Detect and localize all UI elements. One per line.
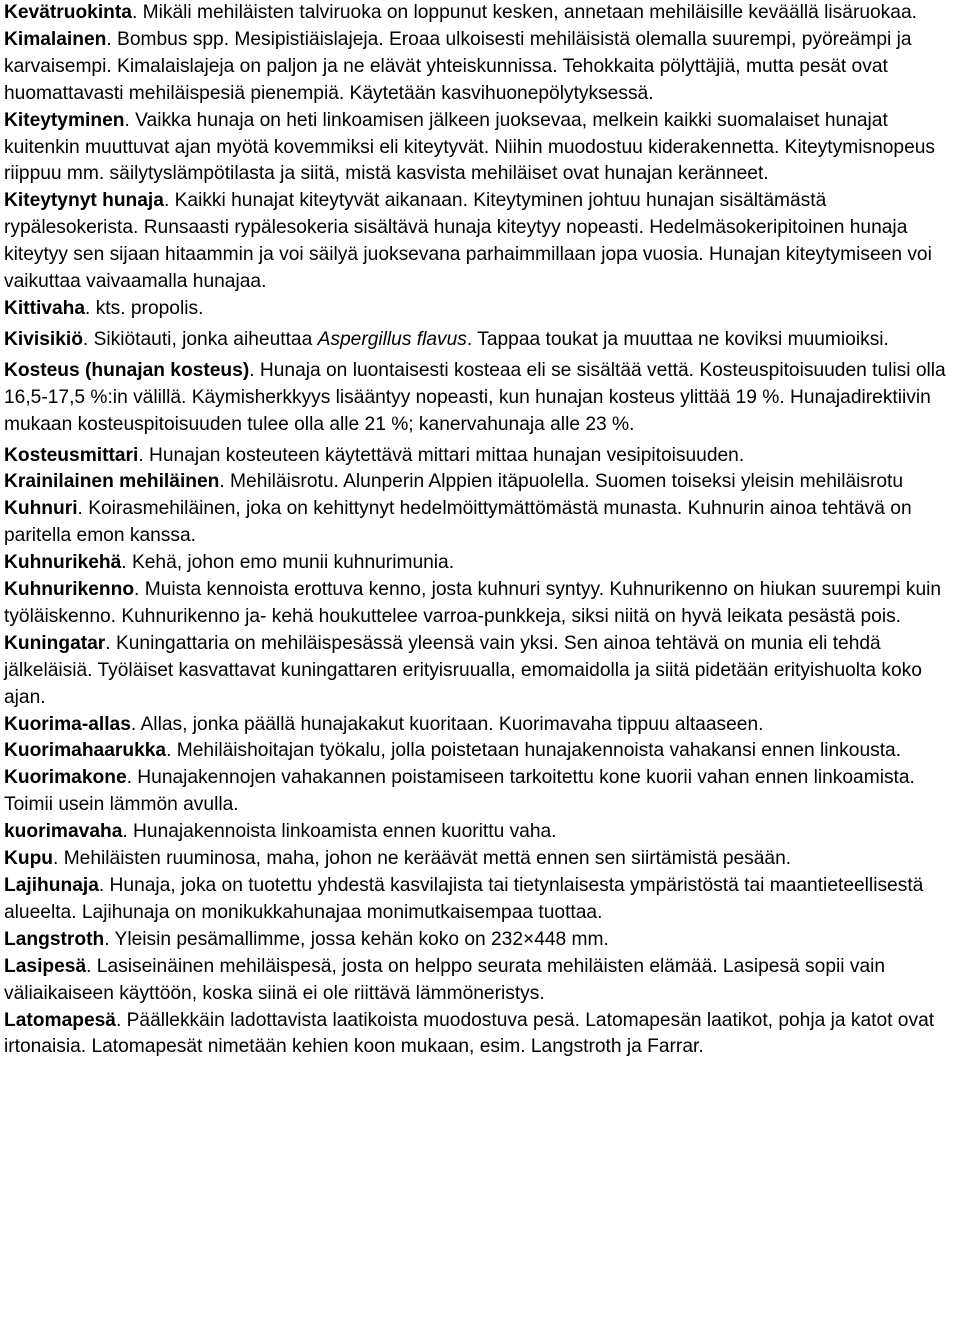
entry-kupu <box>4 846 954 873</box>
entry-kuorimavaha <box>4 819 954 846</box>
entry-term: Kiteytyminen <box>4 109 125 131</box>
entry-description: . kts. propolis. <box>85 297 204 319</box>
entry-latomapesa <box>4 1008 954 1062</box>
entry-term: Kuorimahaarukka <box>4 740 167 762</box>
entry-description: . Hunaja, joka on tuotettu yhdestä kasvilajista tai tietynlaisesta ympäristöstä tai maantieteellisestä alueelta. Lajihunaja on monikukkahunajaa monimutkaisempaa tuottaa. <box>4 875 924 923</box>
entry-term: Kuhnuri <box>4 498 78 520</box>
entry-term: Latomapesä <box>4 1009 116 1031</box>
entry-term: Kuorima-allas <box>4 713 131 735</box>
entry-krainilainen-mehilainen <box>4 469 954 496</box>
entry-description: . Hunajakennojen vahakannen poistamiseen tarkoitettu kone kuorii vahan ennen linkoamista. Toimii usein lämmön avulla. <box>4 767 915 816</box>
entry-term: Kuningatar <box>4 632 106 654</box>
entry-kittivaha <box>4 296 954 323</box>
entry-term: Kittivaha <box>4 297 86 319</box>
entry-description: . Kaikki hunajat kiteytyvät aikanaan. Kiteytyminen johtuu hunajan sisältämästä rypälesokerista. Runsaasti rypälesokeria sisältävä hunaja kiteytyy nopeasti. Hedelmäsokeripitoinen hunaja kiteytyy sen sijaan hitaammin ja voi säilyä juoksevana parhaimmillaan jopa vuosia. Hunajan kiteytymiseen voi vaikuttaa vaivaamalla hunajaa. <box>4 190 932 293</box>
entry-term: kuorimavaha <box>4 821 123 843</box>
entry-term: Lasipesä <box>4 955 87 977</box>
entry-term: Kiteytynyt hunaja <box>4 190 164 212</box>
entry-description: . Koirasmehiläinen, joka on kehittynyt hedelmöittymättömästä munasta. Kuhnurin ainoa tehtävä on paritella emon kanssa. <box>4 498 912 547</box>
entry-lajihunaja <box>4 873 954 927</box>
entry-description-start: . Sikiötauti, jonka aiheuttaa <box>82 328 318 350</box>
entry-description-end: . Tappaa toukat ja muuttaa ne koviksi muumioiksi. <box>466 328 889 350</box>
entry-term: Langstroth <box>4 928 105 950</box>
entry-kimalainen <box>4 27 954 108</box>
entry-description: . Muista kennoista erottuva kenno, josta kuhnuri syntyy. Kuhnurikenno on hiukan suurempi kuin työläiskenno. Kuhnurikenno ja- kehä houkuttelee varroa-punkkeja, siksi niitä on hyvä leikata pesästä pois. <box>4 579 942 627</box>
entry-kuhnurikeha <box>4 550 954 577</box>
entry-description: . Mehiläishoitajan työkalu, jolla poistetaan hunajakennoista vahakansi ennen linkousta. <box>166 740 902 762</box>
entry-description <box>83 329 889 350</box>
entry-lasipesa <box>4 954 954 1008</box>
entry-kevatruokinta <box>4 0 954 27</box>
entry-description: . Mehiläisten ruuminosa, maha, johon ne keräävät mettä ennen sen siirtämistä pesään. <box>53 848 792 870</box>
entry-kuorimakone <box>4 765 954 819</box>
entry-description: . Lasiseinäinen mehiläispesä, josta on helppo seurata mehiläisten elämää. Lasipesä sopii vain väliaikaiseen käyttöön, koska siinä ei ole riittävä lämmöneristys. <box>4 955 886 1004</box>
entry-term: Lajihunaja <box>4 875 99 896</box>
entry-description: . Päällekkäin ladottavista laatikoista muodostuva pesä. Latomapesän laatikot, pohja ja katot ovat irtonaisia. Latomapesät nimetään kehien koon mukaan, esim. Langstroth ja Farrar. <box>4 1009 935 1058</box>
entry-term: Krainilainen mehiläinen <box>4 471 220 493</box>
entry-kuhnurikenno <box>4 577 954 631</box>
entry-description: . Mehiläisrotu. Alunperin Alppien itäpuolella. Suomen toiseksi yleisin mehiläisrotu <box>219 471 904 493</box>
entry-description: . Hunajakennoista linkoamista ennen kuorittu vaha. <box>122 821 557 843</box>
entry-description: . Mikäli mehiläisten talviruoka on loppunut kesken, annetaan mehiläisille keväällä lisäruokaa. <box>131 2 917 23</box>
entry-description: . Kehä, johon emo munii kuhnurimunia. <box>121 552 455 574</box>
entry-description: . Bombus spp. Mesipistiäislajeja. Eroaa ulkoisesti mehiläisistä olemalla suurempi, pyöreämpi ja karvaisempi. Kimalaislajeja on paljon ja ne elävät yhteiskunnissa. Tehokkaita pölyttäjiä, mutta pesät ovat huomattavasti mehiläispesiä pienempiä. Käytetään kasvihuonepölytyksessä. <box>4 28 912 104</box>
entry-term: Kuhnurikehä <box>4 552 122 574</box>
species-name: Aspergillus flavus <box>317 328 467 350</box>
entry-kuhnuri <box>4 496 954 550</box>
entry-term: Kuorimakone <box>4 767 127 789</box>
entry-term: Kevätruokinta <box>4 2 132 23</box>
entry-langstroth <box>4 927 954 954</box>
entry-kuorima-allas <box>4 712 954 739</box>
entry-kiteytynyt-hunaja <box>4 188 954 296</box>
entry-kuorimahaarukka <box>4 738 954 765</box>
entry-description: . Yleisin pesämallimme, jossa kehän koko on 232×448 mm. <box>104 928 609 950</box>
entry-description: . Kuningattaria on mehiläispesässä yleensä vain yksi. Sen ainoa tehtävä on munia eli tehdä jälkeläisiä. Työläiset kasvattavat kuningattaren erityisruualla, emomaidolla ja siitä pidetään erityishuolta koko ajan. <box>4 632 922 708</box>
entry-term: Kosteus (hunajan kosteus) <box>4 359 250 381</box>
entry-term: Kivisikiö <box>4 328 83 350</box>
entry-description: . Allas, jonka päällä hunajakakut kuoritaan. Kuorimavaha tippuu altaaseen. <box>130 713 764 735</box>
entry-term: Kuhnurikenno <box>4 579 135 601</box>
entry-kivisikio <box>4 327 954 354</box>
entry-kosteus <box>4 358 954 439</box>
entry-description: . Hunaja on luontaisesti kosteaa eli se sisältää vettä. Kosteuspitoisuuden tulisi olla 16,5-17,5 %:in välillä. Käymisherkkyys lisääntyy nopeasti, kun hunajan kosteus ylittää 19 %. Hunajadirektiivin mukaan kosteuspitoisuuden tulee olla alle 21 %; kanervahunaja alle 23 %. <box>4 359 946 435</box>
entry-description: . Hunajan kosteuteen käytettävä mittari mittaa hunajan vesipitoisuuden. <box>138 444 745 466</box>
entry-kosteusmittari <box>4 443 954 470</box>
entry-kiteytyminen <box>4 108 954 189</box>
entry-term: Kupu <box>4 848 54 870</box>
entry-term: Kimalainen <box>4 28 107 50</box>
entry-description: . Vaikka hunaja on heti linkoamisen jälkeen juoksevaa, melkein kaikki suomalaiset hunajat kuitenkin muuttuvat ajan myötä kovemmiksi eli kiteytyvät. Niihin muodostuu kiderakennetta. Kiteytymisnopeus riippuu mm. säilytyslämpötilasta ja siitä, mistä kasvista mehiläiset ovat hunajan keränneet. <box>4 109 936 185</box>
entry-kuningatar <box>4 631 954 712</box>
entry-term: Kosteusmittari <box>4 444 139 466</box>
